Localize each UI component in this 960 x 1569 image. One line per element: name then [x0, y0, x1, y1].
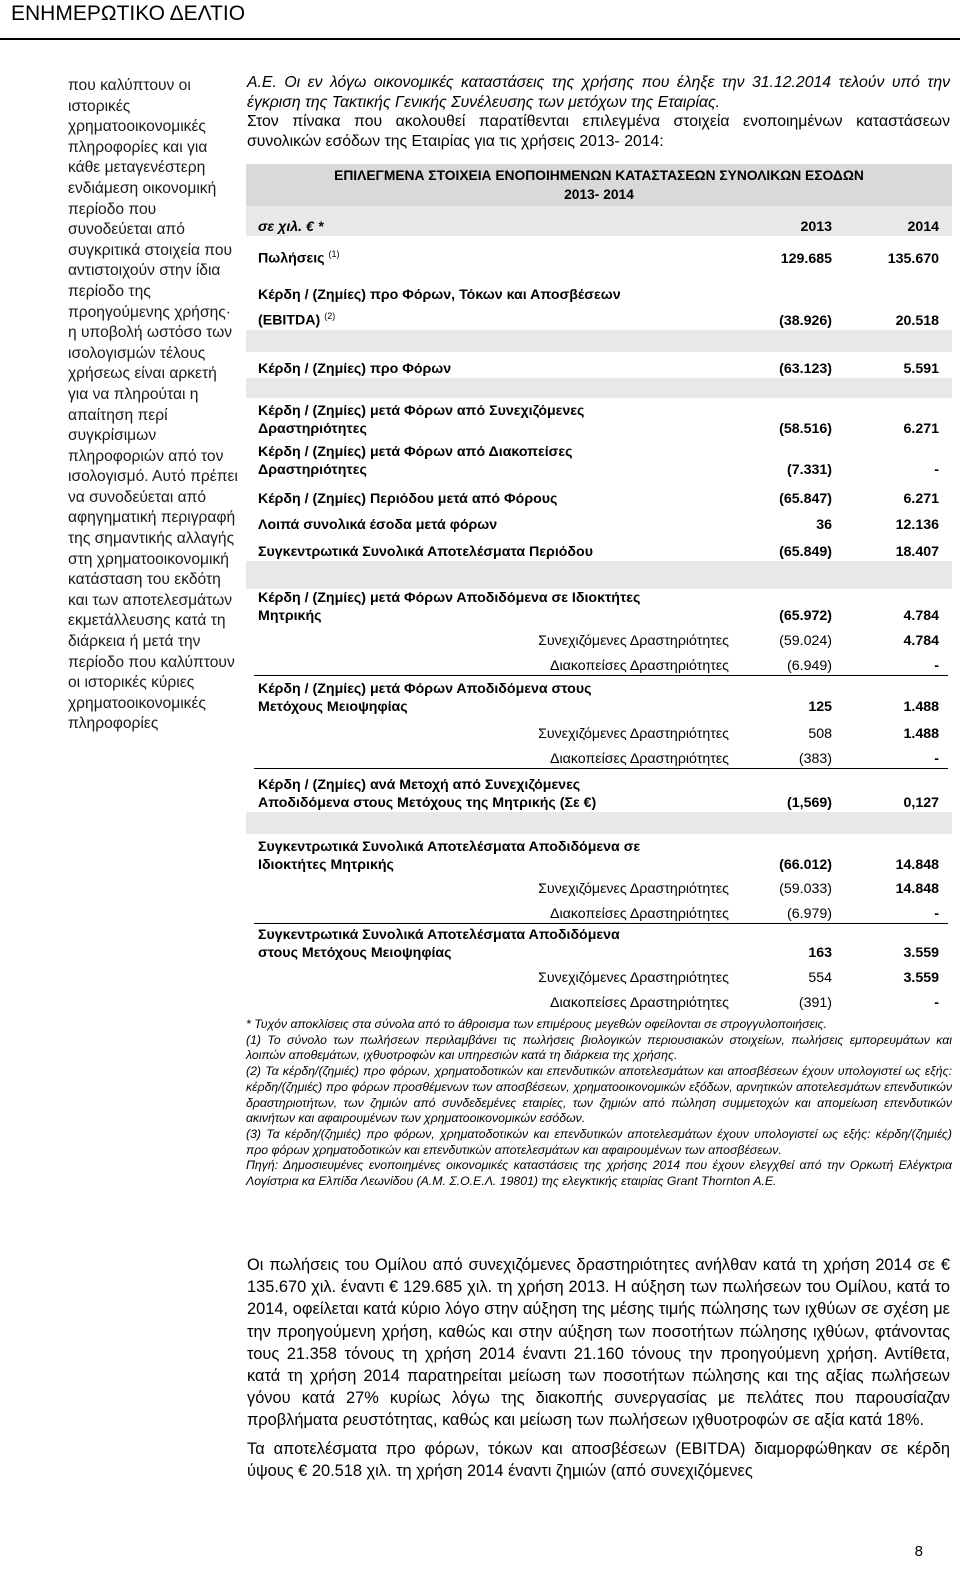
row-label: Κέρδη / (Ζημίες) μετά Φόρων από Διακοπείσες [258, 444, 573, 460]
page-number: 8 [914, 1543, 923, 1560]
table-row-minority-continuing [246, 716, 952, 743]
table-row-tci-minority [246, 924, 952, 962]
table-row-eps [246, 769, 952, 812]
table-spacer [246, 330, 952, 352]
value-2013: (66.012) [779, 857, 832, 873]
value-2013: (6.979) [787, 906, 832, 922]
value-2014: 135.670 [887, 251, 939, 267]
value-2014: 1.488 [903, 699, 939, 715]
table-row-oci [246, 508, 952, 534]
value-2014: 4.784 [903, 633, 939, 649]
table-spacer [246, 378, 952, 398]
value-2014: 6.271 [903, 421, 939, 437]
row-label: Συνεχιζόμενες Δραστηριότητες [538, 633, 729, 649]
value-2013: (38.926) [779, 313, 832, 329]
value-2014: 5.591 [903, 361, 939, 377]
table-row-tci-parent [246, 834, 952, 874]
row-label: Διακοπείσες Δραστηριότητες [550, 751, 729, 767]
table-row-tci-minority-discontinued [246, 987, 952, 1012]
value-2014: - [934, 906, 939, 922]
row-label-cont: Δραστηριότητες [258, 462, 367, 478]
row-label: Πωλήσεις [258, 251, 325, 267]
table-row-ebitda [246, 268, 952, 330]
value-2013: (59.024) [779, 633, 832, 649]
value-2014: 12.136 [895, 517, 939, 533]
row-label: Κέρδη / (Ζημίες) μετά Φόρων Αποδιδόμενα στους [258, 681, 592, 697]
row-label: Κέρδη / (Ζημίες) ανά Μετοχή από Συνεχιζόμενες [258, 777, 581, 793]
table-row-period [246, 479, 952, 508]
footnote-rounding: * Τυχόν αποκλίσεις στα σύνολα από το άθροισμα των επιμέρους μεγεθών οφείλονται σε στρογγυλοποιήσεις. [246, 1017, 828, 1031]
value-2013: (1,569) [787, 795, 832, 811]
row-label: Κέρδη / (Ζημίες) προ Φόρων, Τόκων και Αποσβέσεων [258, 287, 621, 304]
value-2013: 163 [808, 945, 832, 961]
value-2014: 6.271 [903, 491, 939, 507]
row-label-cont: (EBITDA) [258, 313, 321, 329]
row-label: Λοιπά συνολικά έσοδα μετά φόρων [258, 517, 498, 533]
value-2013: (65.972) [779, 608, 832, 624]
footnote-1: (1) Το σύνολο των πωλήσεων περιλαμβάνει τις πωλήσεις βιολογικών περιουσιακών στοιχείων, πωλήσεις εμπορευμάτων και λοιπών αποθεμάτων, ιχθυοτροφών και υπηρεσιών κατά τη διάρκεια της χρήσης. [246, 1032, 952, 1063]
row-label: Συγκεντρωτικά Συνολικά Αποτελέσματα Αποδιδόμενα σε [258, 839, 641, 855]
footnote-source: Πηγή: Δημοσιευμένες ενοποιημένες οικονομικές καταστάσεις της χρήσης 2014 που έχουν ελεγχθεί από την Ορκωτή Ελέγκτρια Λογίστρια κα Ελπίδα Λεωνίδου (Α.Μ. Σ.Ο.Ε.Λ. 19801) της ελεγκτικής εταιρίας Grant Thornton A.E. [246, 1158, 952, 1189]
table-row-minority-discontinued [246, 743, 952, 768]
table-title-line-2: 2013- 2014 [564, 187, 634, 202]
value-2013: (63.123) [779, 361, 832, 377]
table-row-continuing [246, 398, 952, 438]
year-2014-header: 2014 [907, 219, 939, 235]
year-2013-header: 2013 [800, 219, 832, 235]
body-paragraph-1: Οι πωλήσεις του Ομίλου από συνεχιζόμενες δραστηριότητες ανήλθαν κατά τη χρήση 2014 σε € 135.670 χιλ. έναντι € 129.685 χιλ. τη χρήση 2013. Η αύξηση των πωλήσεων του Ομίλου, κατά το 2014, οφείλεται κατά κύριο λόγο στην αύξηση της μέσης τιμής πώλησης των ιχθύων σε σχέση με την προηγούμενη χρήση, καθώς και στην αύξηση των ποσοτήτων πώλησης ιχθύων, φτάνοντας τους 21.358 τόνους τη χρήση 2014 έναντι 21.160 τόνους την προηγούμενη χρήση. Αντίθετα, κατά τη χρήση 2014 παρατηρείται μείωση των ποσοτήτων πώλησης και της αξίας πωλήσεων γόνου κατά 27% κυρίως λόγω της διακοπής συνεργασίας με πελάτες που παρουσίαζαν προβλήματα ρευστότητας, καθώς και μείωση των πωλήσεων ιχθυοτροφών σε αξία κατά 18%. [247, 1256, 950, 1430]
value-2013: 125 [808, 699, 832, 715]
value-2014: - [934, 751, 939, 767]
value-2014: 14.848 [895, 881, 939, 897]
financial-table [246, 164, 952, 1012]
row-label-cont: Μητρικής [258, 608, 322, 624]
value-2014: 3.559 [903, 970, 939, 986]
row-label: Κέρδη / (Ζημίες) μετά Φόρων από Συνεχιζόμενες [258, 403, 585, 419]
table-row-tci-parent-continuing [246, 874, 952, 898]
table-row-parent-continuing [246, 625, 952, 650]
table-row-parent [246, 589, 952, 625]
table-row-tci-minority-continuing [246, 962, 952, 987]
value-2014: 18.407 [895, 544, 939, 560]
footnote-3: (3) Τα κέρδη/(ζημιές) προ φόρων, χρηματοδοτικών και επενδυτικών αποτελεσμάτων έχουν υπολογιστεί ως εξής: κέρδη/(ζημιές) προ φόρων χρηματοδοτικών και επενδυτικών αποτελεσμάτων και αφαιρουμένων των αποσβέσεων. [246, 1126, 952, 1157]
row-label-cont: Ιδιοκτήτες Μητρικής [258, 857, 394, 873]
body-text [247, 1254, 950, 1488]
row-label-cont: Μετόχους Μειοψηφίας [258, 699, 408, 715]
value-2014: 14.848 [895, 857, 939, 873]
table-title [246, 164, 952, 206]
value-2014: 0,127 [903, 795, 939, 811]
value-2014: - [934, 995, 939, 1011]
table-spacer [246, 812, 952, 834]
value-2013: 36 [816, 517, 832, 533]
intro-section [247, 73, 950, 151]
value-2014: 20.518 [895, 313, 939, 329]
document-header-title: ΕΝΗΜΕΡΩΤΙΚΟ ΔΕΛΤΙΟ [11, 2, 246, 25]
value-2013: (7.331) [787, 462, 832, 478]
row-label: Κέρδη / (Ζημίες) προ Φόρων [258, 361, 452, 377]
body-paragraph-2: Τα αποτελέσματα προ φόρων, τόκων και αποσβέσεων (EBITDA) διαμορφώθηκαν σε κέρδη ύψους € 20.518 χιλ. τη χρήση 2014 έναντι ζημιών (από συνεχιζόμενες [247, 1439, 950, 1480]
value-2013: (65.849) [779, 544, 832, 560]
value-2014: - [934, 462, 939, 478]
row-label: Συνεχιζόμενες Δραστηριότητες [538, 970, 729, 986]
value-2013: 508 [808, 726, 832, 742]
value-2013: (383) [798, 751, 832, 767]
row-label: Συγκεντρωτικά Συνολικά Αποτελέσματα Περιόδου [258, 544, 593, 560]
value-2014: 1.488 [903, 726, 939, 742]
row-label: Κέρδη / (Ζημίες) Περιόδου μετά από Φόρους [258, 491, 558, 507]
row-label: Διακοπείσες Δραστηριότητες [550, 658, 729, 674]
footnote-ref: (2) [324, 311, 336, 322]
table-row-ebt [246, 352, 952, 378]
value-2013: 129.685 [780, 251, 832, 267]
unit-label: σε χιλ. € * [258, 219, 324, 235]
table-row-total-comprehensive [246, 534, 952, 561]
value-2013: (58.516) [779, 421, 832, 437]
row-label-cont: στους Μετόχους Μειοψηφίας [258, 945, 452, 961]
row-label: Κέρδη / (Ζημίες) μετά Φόρων Αποδιδόμενα σε Ιδιοκτήτες [258, 590, 641, 606]
intro-line-1: Α.Ε. Οι εν λόγω οικονομικές καταστάσεις της χρήσης που έληξε την 31.12.2014 τελούν υπό την έγκριση της Τακτικής Γενικής Συνέλευσης των μετόχων της Εταιρίας. [247, 74, 950, 111]
footnote-ref: (1) [328, 249, 340, 260]
intro-line-2: Στον πίνακα που ακολουθεί παρατίθενται επιλεγμένα στοιχεία ενοποιημένων καταστάσεων συνολικών εσόδων της Εταιρίας για τις χρήσεις 2013- 2014: [247, 113, 950, 150]
header-rule [0, 38, 960, 40]
table-title-line-1: ΕΠΙΛΕΓΜΕΝΑ ΣΤΟΙΧΕΙΑ ΕΝΟΠΟΙΗΜΕΝΩΝ ΚΑΤΑΣΤΑΣΕΩΝ ΣΥΝΟΛΙΚΩΝ ΕΣΟΔΩΝ [334, 168, 864, 183]
row-label: Συνεχιζόμενες Δραστηριότητες [538, 726, 729, 742]
footnote-2: (2) Τα κέρδη/(ζημιές) προ φόρων, χρηματοδοτικών και επενδυτικών αποτελεσμάτων και αποσβέσεων έχουν υπολογιστεί ως εξής: κέρδη/(ζημιές) προ φόρων προσθέμενων των αποσβέσεων, χρηματοοικονομικών εξόδων, αρνητικών αποτελεσμάτων επενδυτικών δραστηριοτήτων, των ζημιών από συνδεδεμένες εταιρίες, των ζημιών από πώληση συμμετοχών και απομείωση επενδυτικών ακινήτων και αφαιρουμένων των χρηματοοικονομικών εσόδων. [246, 1064, 952, 1126]
sidebar-regulation-text [68, 76, 238, 735]
value-2013: (6.949) [787, 658, 832, 674]
value-2014: 3.559 [903, 945, 939, 961]
table-header-row [246, 206, 952, 236]
row-label: Συγκεντρωτικά Συνολικά Αποτελέσματα Αποδιδόμενα [258, 927, 620, 943]
row-label: Διακοπείσες Δραστηριότητες [550, 995, 729, 1011]
value-2014: 4.784 [903, 608, 939, 624]
value-2013: (65.847) [779, 491, 832, 507]
row-label: Συνεχιζόμενες Δραστηριότητες [538, 881, 729, 897]
table-row-discontinued [246, 438, 952, 479]
table-row-minority [246, 676, 952, 716]
value-2013: (391) [798, 995, 832, 1011]
row-label-cont: Δραστηριότητες [258, 421, 367, 437]
value-2013: 554 [808, 970, 832, 986]
row-label-cont: Αποδιδόμενα στους Μετόχους της Μητρικής (Σε €) [258, 795, 597, 811]
value-2014: - [934, 658, 939, 674]
row-label: Διακοπείσες Δραστηριότητες [550, 906, 729, 922]
sidebar-paragraph: που καλύπτουν οι ιστορικές χρηματοοικονομικές πληροφορίες και για κάθε μεταγενέστερη ενδιάμεση οικονομική περίοδο που συνοδεύεται από συγκριτικά στοιχεία που αντιστοιχούν στην ίδια περίοδο της προηγούμενης χρήσης· η υποβολή ωστόσο των ισολογισμών τέλους χρήσεως είναι αρκετή για να πληρούται η απαίτηση περί συγκρίσιμων πληροφοριών από τον ισολογισμό. Αυτό πρέπει να συνοδεύεται από αφηγηματική περιγραφή της σημαντικής αλλαγής στη χρηματοοικονομική κατάσταση του εκδότη και των αποτελεσμάτων εκμετάλλευσης κατά τη διάρκεια ή μετά την περίοδο που καλύπτουν οι ιστορικές κύριες χρηματοοικονομικές πληροφορίες [68, 77, 238, 733]
table-row-tci-parent-discontinued [246, 898, 952, 923]
table-footnotes [246, 1017, 952, 1190]
table-row-sales [246, 236, 952, 268]
table-row-parent-discontinued [246, 650, 952, 675]
value-2013: (59.033) [779, 881, 832, 897]
table-spacer [246, 561, 952, 589]
